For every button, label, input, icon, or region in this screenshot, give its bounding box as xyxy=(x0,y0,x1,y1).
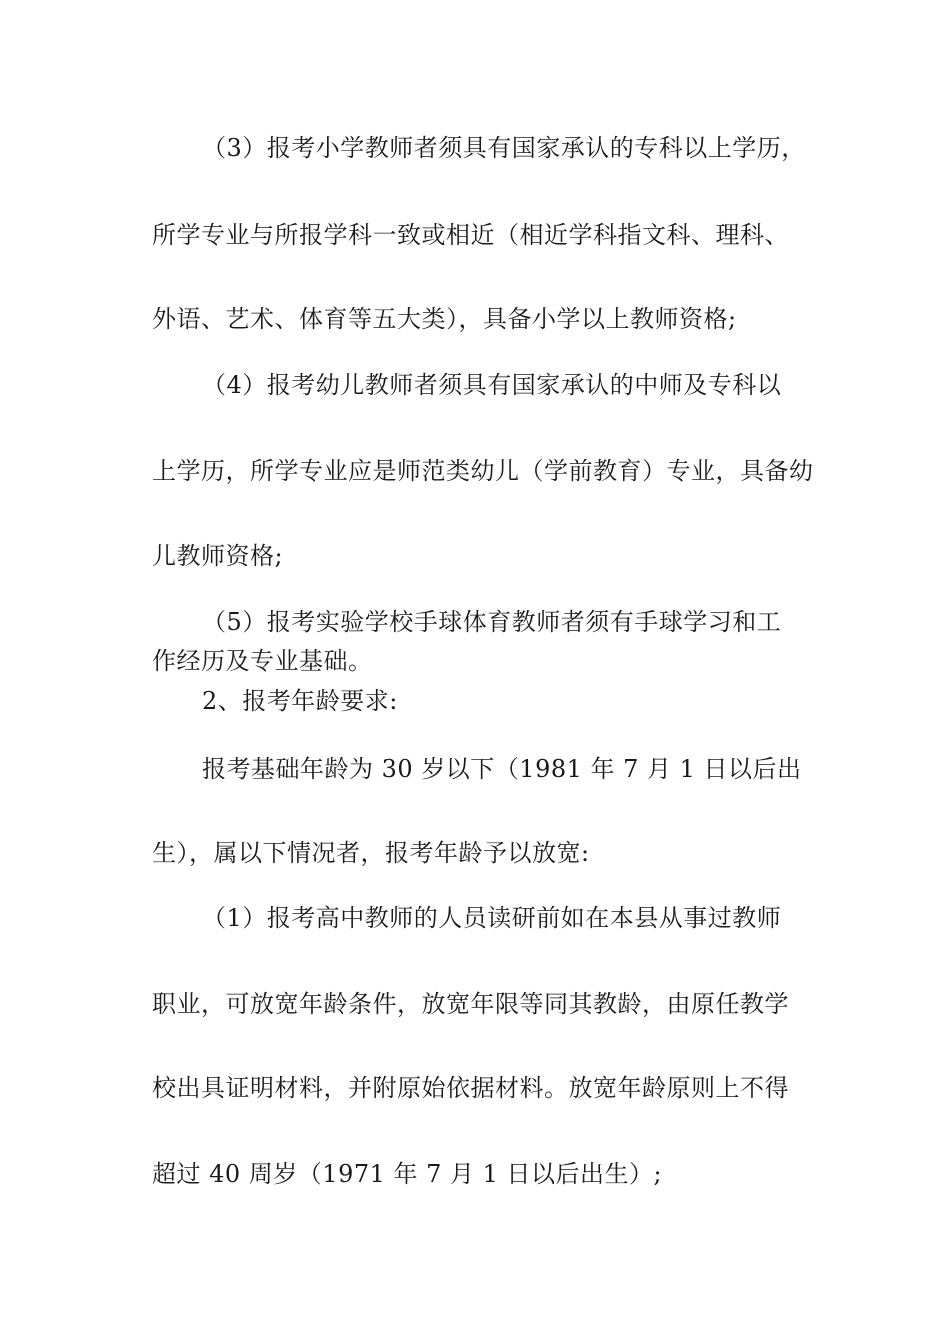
paragraph-line: （4）报考幼儿教师者须具有国家承认的中师及专科以 xyxy=(202,371,782,399)
paragraph-line: （1）报考高中教师的人员读研前如在本县从事过教师 xyxy=(202,904,782,932)
paragraph-line: 校出具证明材料，并附原始依据材料。放宽年龄原则上不得 xyxy=(152,1074,789,1102)
paragraph-line: 报考基础年龄为 30 岁以下（1981 年 7 月 1 日以后出 xyxy=(202,755,802,783)
paragraph-line: 职业，可放宽年龄条件，放宽年限等同其教龄，由原任教学 xyxy=(152,990,789,1018)
paragraph-line: 所学专业与所报学科一致或相近（相近学科指文科、理科、 xyxy=(152,221,789,249)
section-heading: 2、报考年龄要求: xyxy=(202,687,398,715)
paragraph-line: （3）报考小学教师者须具有国家承认的专科以上学历， xyxy=(202,134,806,162)
paragraph-line: （5）报考实验学校手球体育教师者须有手球学习和工 xyxy=(202,608,782,636)
paragraph-line: 超过 40 周岁（1971 年 7 月 1 日以后出生）; xyxy=(152,1160,663,1188)
paragraph-line: 上学历，所学专业应是师范类幼儿（学前教育）专业，具备幼 xyxy=(152,457,814,485)
paragraph-line: 生），属以下情况者，报考年龄予以放宽: xyxy=(152,839,590,867)
paragraph-line: 作经历及专业基础。 xyxy=(152,647,373,675)
paragraph-line: 外语、艺术、体育等五大类），具备小学以上教师资格; xyxy=(152,305,737,333)
paragraph-line: 儿教师资格; xyxy=(152,542,284,570)
